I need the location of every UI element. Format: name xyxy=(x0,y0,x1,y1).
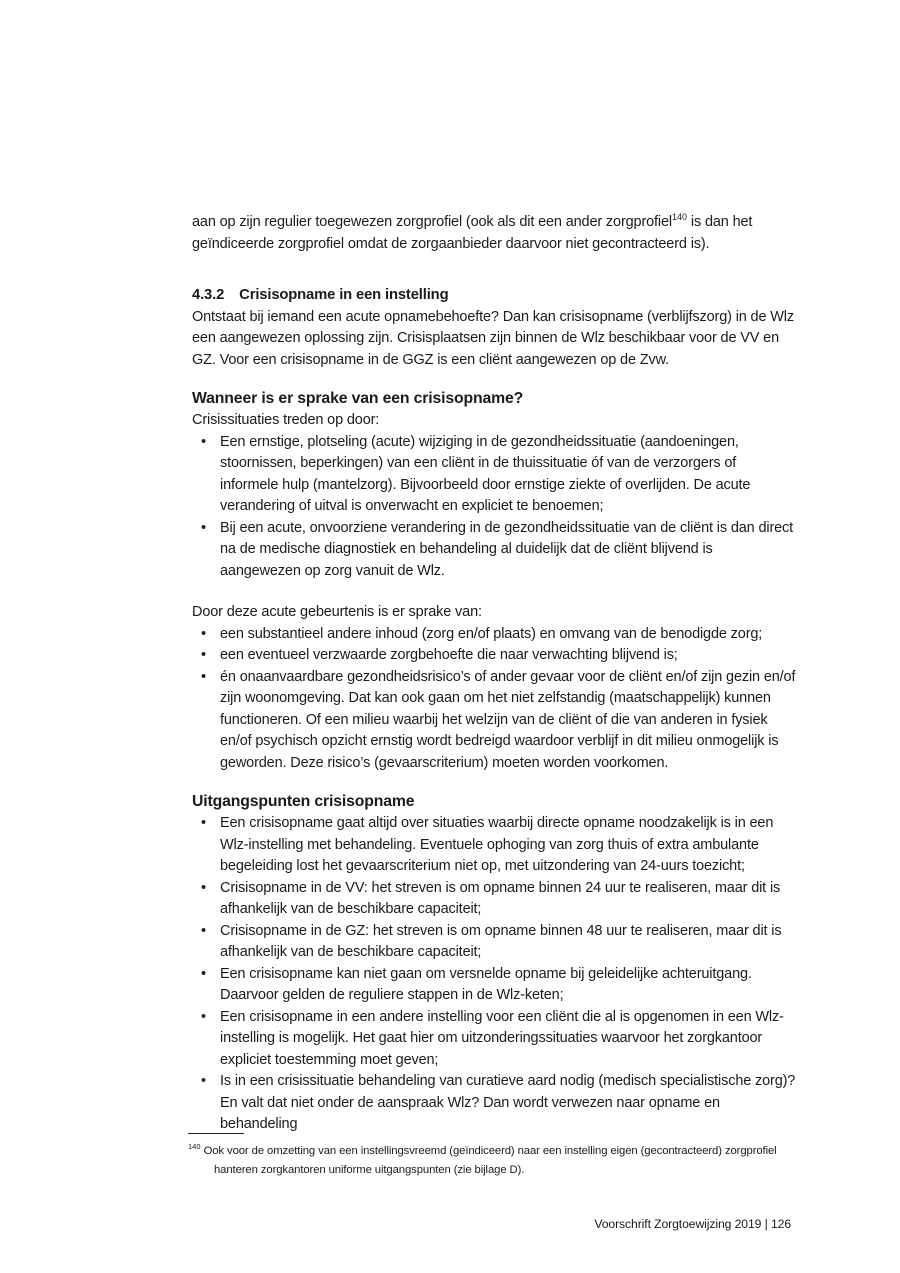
uitgangspunten-list xyxy=(192,813,796,1136)
crisisopname-paragraph: Ontstaat bij iemand een acute opnamebehoefte? Dan kan crisisopname (verblijfszorg) in de Wlz een aangewezen oplossing zijn. Crisisplaatsen zijn binnen de Wlz beschikbaar voor de VV en GZ. Voor een crisisopname in de GGZ is een cliënt aangewezen op de Zvw. xyxy=(192,308,794,368)
footnote-text: Ook voor de omzetting van een instellingsvreemd (geïndiceerd) naar een instelling eigen (gecontracteerd) zorgprofiel hanteren zorgkantoren uniforme uitgangspunten (zie bijlage D). xyxy=(203,1145,777,1176)
crisissituaties-list xyxy=(192,432,796,583)
list-item: • én onaanvaardbare gezondheidsrisico’s of ander gevaar voor de cliënt en/of zijn gezin en/of zijn woonomgeving. Dat kan ook gaan om het niet zelfstandig (maatschappelijk) kunnen functioneren. Of een milieu waarbij het welzijn van de cliënt of die van anderen in fysiek en/of psychisch opzicht ernstig wordt bedreigd waardoor verblijf in dit milieu onmogelijk is geworden. Deze risico’s (gevaarscriterium) moeten worden voorkomen. xyxy=(192,667,796,775)
list-item: • Crisisopname in de VV: het streven is om opname binnen 24 uur te realiseren, maar dit is afhankelijk van de beschikbare capaciteit; xyxy=(192,878,796,921)
footnote-divider xyxy=(188,1133,244,1134)
subsection-number: 4.3.2 xyxy=(192,287,225,303)
page-footer: Voorschrift Zorgtoewijzing 2019 | 126 xyxy=(594,1217,791,1231)
list-item: • Een ernstige, plotseling (acute) wijziging in de gezondheidssituatie (aandoeningen, stoornissen, beperkingen) van een cliënt in de thuissituatie óf van de verzorgers of informele hulp (mantelzorg). Bijvoorbeeld door ernstige ziekte of overlijden. De acute verandering of uitval is onverwacht en expliciet te benoemen; xyxy=(192,432,796,518)
subsection-heading-4-3-2 xyxy=(192,285,796,307)
heading-uitgangspunten: Uitgangspunten crisisopname xyxy=(192,793,415,810)
intro-paragraph xyxy=(192,212,796,255)
page-content xyxy=(192,212,796,1136)
subsection-title: Crisisopname in een instelling xyxy=(239,287,449,303)
footnote-140 xyxy=(188,1142,800,1180)
acute-gebeurtenis-list xyxy=(192,624,796,775)
crisissituaties-lead-in: Crisissituaties treden op door: xyxy=(192,412,380,428)
acute-gebeurtenis-lead-in: Door deze acute gebeurtenis is er sprake van: xyxy=(192,604,482,620)
footnote-ref-140: 140 xyxy=(671,212,688,223)
list-item: • Een crisisopname kan niet gaan om versnelde opname bij geleidelijke achteruitgang. Daarvoor gelden de reguliere stappen in de Wlz-keten; xyxy=(192,964,796,1007)
list-item: • Is in een crisissituatie behandeling van curatieve aard nodig (medisch specialistische zorg)? En valt dat niet onder de aanspraak Wlz? Dan wordt verwezen naar opname en behandeling xyxy=(192,1071,796,1136)
list-item: • een eventueel verzwaarde zorgbehoefte die naar verwachting blijvend is; xyxy=(192,645,796,667)
footnote-area xyxy=(188,1133,800,1180)
footnote-number: 140 xyxy=(188,1142,201,1152)
list-item: • een substantieel andere inhoud (zorg en/of plaats) en omvang van de benodigde zorg; xyxy=(192,624,796,646)
intro-paragraph-text-after: is dan het geïndiceerde zorgprofiel omdat de zorgaanbieder daarvoor niet gecontracteerd is). xyxy=(192,214,753,252)
list-item: • Een crisisopname in een andere instelling voor een cliënt die al is opgenomen in een Wlz-instelling is mogelijk. Het gaat hier om uitzonderingssituaties waarvoor het zorgkantoor expliciet toestemming moet geven; xyxy=(192,1007,796,1072)
list-item: • Bij een acute, onvoorziene verandering in de gezondheidssituatie van de cliënt is dan direct na de medische diagnostiek en behandeling al duidelijk dat de cliënt blijvend is aangewezen op zorg vanuit de Wlz. xyxy=(192,518,796,583)
list-item: • Crisisopname in de GZ: het streven is om opname binnen 48 uur te realiseren, maar dit is afhankelijk van de beschikbare capaciteit; xyxy=(192,921,796,964)
list-item: • Een crisisopname gaat altijd over situaties waarbij directe opname noodzakelijk is in een Wlz-instelling met behandeling. Eventuele ophoging van zorg thuis of extra ambulante begeleiding lost het gevaarscriterium niet op, met uitzondering van 24-uurs toezicht; xyxy=(192,813,796,878)
intro-paragraph-text: aan op zijn regulier toegewezen zorgprofiel (ook als dit een ander zorgprofiel xyxy=(192,214,672,230)
heading-wanneer-crisisopname: Wanneer is er sprake van een crisisopname? xyxy=(192,390,524,407)
